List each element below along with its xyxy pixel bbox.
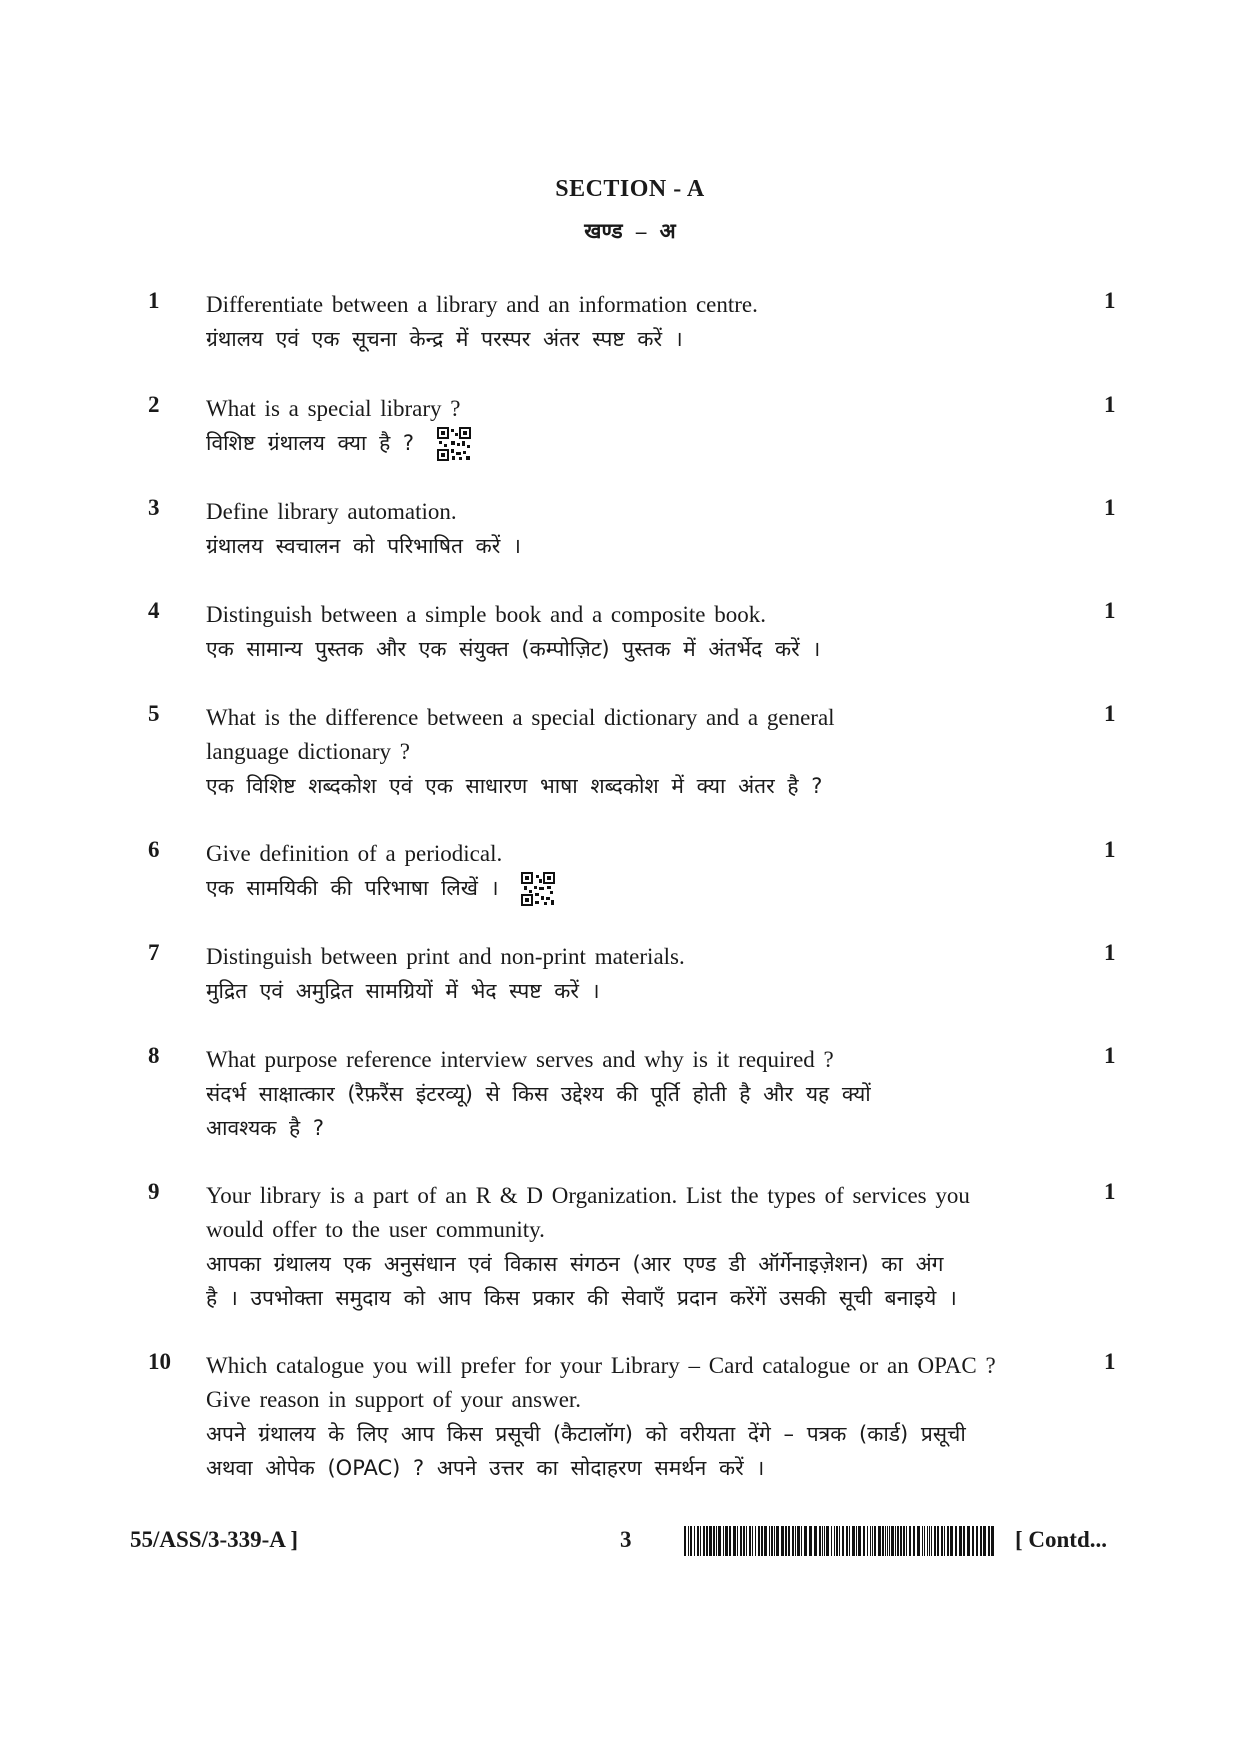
question-text-en: Which catalogue you will prefer for your Library – Card catalogue or an OPAC ? — [206, 1353, 996, 1378]
question-text-en: language dictionary ? — [206, 739, 410, 764]
question-number: 9 — [148, 1179, 160, 1204]
question-text-hi: ग्रंथालय एवं एक सूचना केन्द्र में परस्पर अंतर स्पष्ट करें । — [206, 327, 683, 351]
question-text-en: Distinguish between a simple book and a composite book. — [206, 602, 766, 627]
question-text — [206, 1179, 1066, 1315]
question-number: 2 — [148, 392, 160, 417]
question-marks: 1 — [1104, 940, 1116, 965]
question-number: 5 — [148, 701, 160, 726]
section-subtitle: खण्ड – अ — [584, 219, 676, 243]
question-text — [206, 701, 1066, 803]
question-marks: 1 — [1104, 701, 1116, 726]
question-text-hi: है । उपभोक्ता समुदाय को आप किस प्रकार की सेवाएँ प्रदान करेंगें उसकी सूची बनाइये । — [206, 1286, 957, 1310]
paper-code: 55/ASS/3-339-A ] — [130, 1527, 299, 1552]
question-text-en: would offer to the user community. — [206, 1217, 545, 1242]
question-text-en: Differentiate between a library and an information centre. — [206, 292, 758, 317]
question-text-hi: अपने ग्रंथालय के लिए आप किस प्रसूची (कैटालॉग) को वरीयता देंगे – पत्रक (कार्ड) प्रसूची — [206, 1422, 966, 1446]
question-marks: 1 — [1104, 1179, 1116, 1204]
question-text-hi: आवश्यक है ? — [206, 1116, 325, 1140]
question-marks: 1 — [1104, 1043, 1116, 1068]
question-number: 3 — [148, 495, 160, 520]
question-text-en: What purpose reference interview serves and why is it required ? — [206, 1047, 834, 1072]
section-title: SECTION - A — [555, 176, 705, 202]
qr-code-icon — [521, 872, 555, 906]
page-number: 3 — [620, 1527, 632, 1552]
question-text — [206, 392, 1066, 461]
qr-code-icon — [437, 427, 471, 461]
question-text — [206, 288, 1066, 356]
question-text — [206, 1349, 1066, 1485]
question-text-hi-line — [206, 426, 1066, 461]
question-text — [206, 598, 1066, 666]
question-text-hi: एक सामयिकी की परिभाषा लिखें । — [206, 876, 499, 900]
question-text-hi: ग्रंथालय स्वचालन को परिभाषित करें । — [206, 534, 521, 558]
question-number: 4 — [148, 598, 160, 623]
question-marks: 1 — [1104, 1349, 1116, 1374]
question-text-hi: आपका ग्रंथालय एक अनुसंधान एवं विकास संगठन (आर एण्ड डी ऑर्गेनाइज़ेशन) का अंग — [206, 1252, 944, 1276]
question-text-en: Your library is a part of an R & D Organization. List the types of services you — [206, 1183, 970, 1208]
question-text-en: Give definition of a periodical. — [206, 841, 503, 866]
question-marks: 1 — [1104, 288, 1116, 313]
question-text-en: What is a special library ? — [206, 396, 461, 421]
question-text-hi: अथवा ओपेक (OPAC) ? अपने उत्तर का सोदाहरण समर्थन करें । — [206, 1456, 765, 1480]
question-text-en: Give reason in support of your answer. — [206, 1387, 582, 1412]
question-text — [206, 1043, 1066, 1145]
question-text-en: Define library automation. — [206, 499, 457, 524]
barcode-icon — [684, 1526, 1000, 1556]
question-number: 8 — [148, 1043, 160, 1068]
question-text — [206, 940, 1066, 1008]
question-marks: 1 — [1104, 837, 1116, 862]
question-number: 1 — [148, 288, 160, 313]
question-number: 10 — [148, 1349, 171, 1374]
question-text — [206, 495, 1066, 563]
question-number: 6 — [148, 837, 160, 862]
question-text-hi-line — [206, 871, 1066, 906]
question-text-hi: एक सामान्य पुस्तक और एक संयुक्त (कम्पोज़िट) पुस्तक में अंतर्भेद करें । — [206, 637, 821, 661]
question-number: 7 — [148, 940, 160, 965]
question-text-hi: मुद्रित एवं अमुद्रित सामग्रियों में भेद स्पष्ट करें । — [206, 979, 600, 1003]
contd-label: [ Contd... — [1015, 1527, 1108, 1552]
question-marks: 1 — [1104, 598, 1116, 623]
question-text-hi: एक विशिष्ट शब्दकोश एवं एक साधारण भाषा शब्दकोश में क्या अंतर है ? — [206, 774, 823, 798]
question-marks: 1 — [1104, 495, 1116, 520]
question-marks: 1 — [1104, 392, 1116, 417]
question-text — [206, 837, 1066, 906]
question-text-hi: संदर्भ साक्षात्कार (रैफ़रैंस इंटरव्यू) से किस उद्देश्य की पूर्ति होती है और यह क्यों — [206, 1082, 871, 1106]
question-text-en: What is the difference between a special dictionary and a general — [206, 705, 835, 730]
question-text-hi: विशिष्ट ग्रंथालय क्या है ? — [206, 431, 415, 455]
question-text-en: Distinguish between print and non-print materials. — [206, 944, 685, 969]
